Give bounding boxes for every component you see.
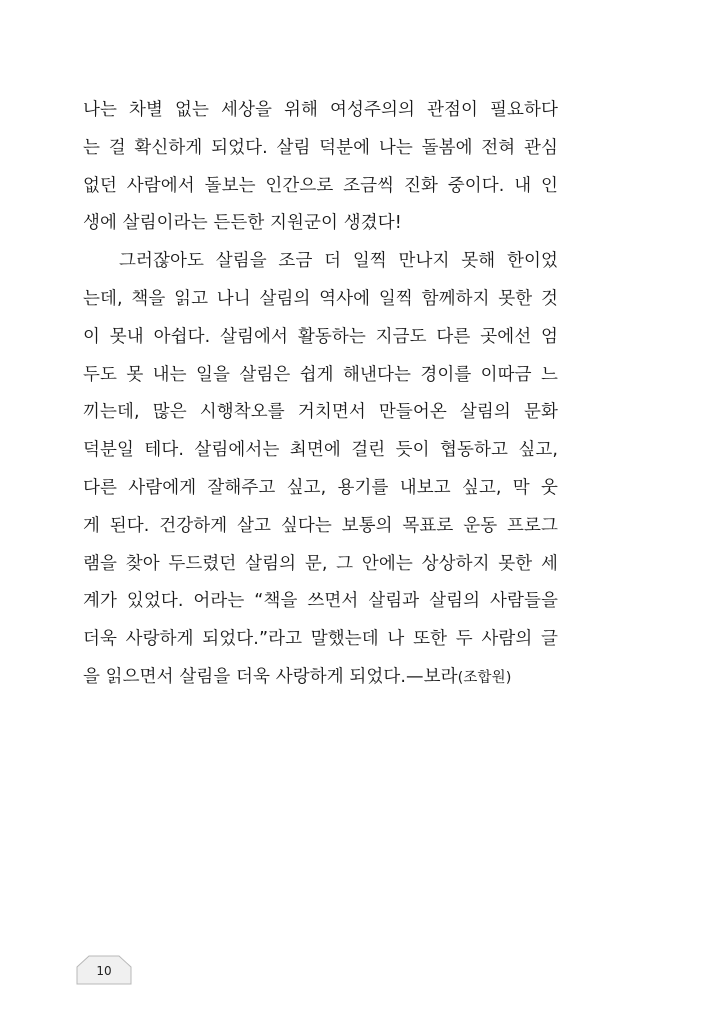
text-line: 없던 사람에서 돌보는 인간으로 조금씩 진화 중이다. 내 인 [83,175,558,196]
page-number: 10 [96,964,112,978]
text-line: 램을 찾아 두드렸던 살림의 문, 그 안에는 상상하지 못한 세 [83,553,558,574]
page-number-tab [76,955,132,985]
body-text [83,92,558,697]
text-line: 다른 사람에게 잘해주고 싶고, 용기를 내보고 싶고, 막 웃 [83,477,558,498]
text-line: 덕분일 테다. 살림에서는 최면에 걸린 듯이 협동하고 싶고, [83,440,558,461]
text-line-final [83,659,558,697]
final-sentence: 을 읽으면서 살림을 더욱 사랑하게 되었다.—보라 [83,666,458,687]
attribution: (조합원) [457,669,512,686]
text-line: 두도 못 내는 일을 살림은 쉽게 해낸다는 경이를 이따금 느 [83,364,558,385]
text-line: 는 걸 확신하게 되었다. 살림 덕분에 나는 돌봄에 전혀 관심 [83,137,558,158]
text-line: 그러잖아도 살림을 조금 더 일찍 만나지 못해 한이었 [119,251,558,272]
text-line: 끼는데, 많은 시행착오를 거치면서 만들어온 살림의 문화 [83,402,558,423]
text-line: 나는 차별 없는 세상을 위해 여성주의의 관점이 필요하다 [83,100,558,120]
text-line: 생에 살림이라는 든든한 지원군이 생겼다! [83,213,402,234]
text-line: 계가 있었다. 어라는 “책을 쓰면서 살림과 살림의 사람들을 [83,591,558,612]
text-line: 이 못내 아쉽다. 살림에서 활동하는 지금도 다른 곳에선 엄 [83,326,558,347]
text-line: 더욱 사랑하게 되었다.”라고 말했는데 나 또한 두 사람의 글 [83,629,558,650]
text-line: 는데, 책을 읽고 나니 살림의 역사에 일찍 함께하지 못한 것 [83,288,558,309]
text-line: 게 된다. 건강하게 살고 싶다는 보통의 목표로 운동 프로그 [83,515,558,536]
